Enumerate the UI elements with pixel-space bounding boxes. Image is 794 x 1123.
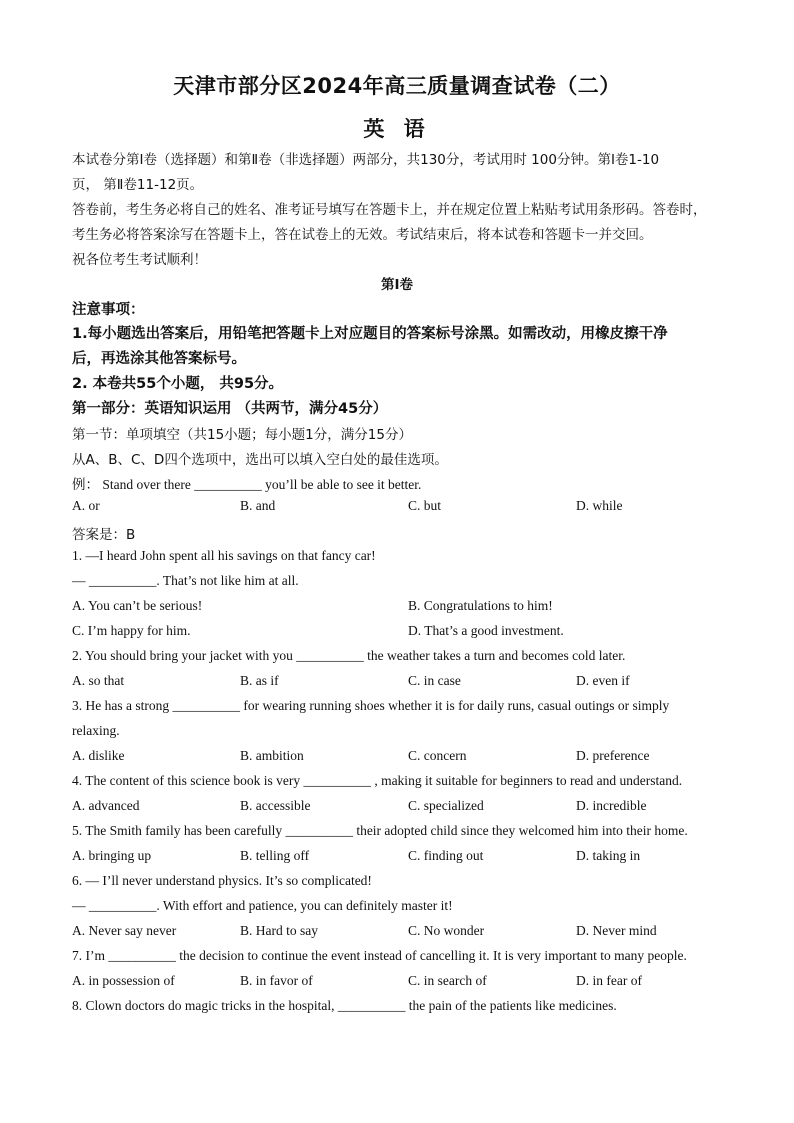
question-5-option-b: B. telling off (240, 848, 310, 863)
question-6-option-b: B. Hard to say (240, 923, 318, 938)
intro-line-4: 考生务必将答案涂写在答题卡上，答在试卷上的无效。考试结束后，将本试卷和答题卡一并交回。 (72, 227, 653, 243)
question-7-stem: 7. I’m __________ the decision to continue the event instead of cancelling it. It is very important to many people. (72, 948, 687, 963)
question-2-stem: 2. You should bring your jacket with you __________ the weather takes a turn and becomes cold later. (72, 648, 626, 663)
question-1-stem-line-1: 1. —I heard John spent all his savings on that fancy car! (72, 548, 376, 563)
example-option-c: C. but (408, 498, 442, 513)
question-6-option-d: D. Never mind (576, 923, 657, 938)
question-7-option-a: A. in possession of (72, 973, 175, 988)
question-4-option-c: C. specialized (408, 798, 484, 813)
volume-title: 第Ⅰ卷 (380, 277, 414, 293)
section1-instruction: 从A、B、C、D四个选项中，选出可以填入空白处的最佳选项。 (72, 452, 448, 468)
intro-line-3: 答卷前，考生务必将自己的姓名、准考证号填写在答题卡上，并在规定位置上粘贴考试用条形码。答卷时， (72, 202, 707, 218)
example-option-d: D. while (576, 498, 623, 513)
question-3-option-d: D. preference (576, 748, 650, 763)
question-6-option-a: A. Never say never (72, 923, 177, 938)
question-7-option-d: D. in fear of (576, 973, 642, 988)
subject-title: 英 语 (363, 117, 431, 141)
question-3-option-b: B. ambition (240, 748, 304, 763)
question-1-option-b: B. Congratulations to him! (408, 598, 553, 613)
question-3-stem-line-2: relaxing. (72, 723, 120, 738)
question-1-option-d: D. That’s a good investment. (408, 623, 564, 638)
note-2: 2. 本卷共55个小题， 共95分。 (72, 376, 284, 392)
question-5-option-c: C. finding out (408, 848, 484, 863)
question-7-option-b: B. in favor of (240, 973, 313, 988)
question-2-option-a: A. so that (72, 673, 125, 688)
notes-heading: 注意事项： (72, 302, 145, 318)
question-5-option-a: A. bringing up (72, 848, 152, 863)
question-6-option-c: C. No wonder (408, 923, 485, 938)
question-6-stem-line-2: — __________. With effort and patience, you can definitely master it! (72, 898, 453, 913)
intro-line-5: 祝各位考生考试顺利！ (72, 252, 207, 268)
question-4-option-d: D. incredible (576, 798, 647, 813)
section1-heading: 第一节：单项填空（共15小题；每小题1分，满分15分） (72, 427, 412, 443)
question-4-option-a: A. advanced (72, 798, 140, 813)
example-option-b: B. and (240, 498, 276, 513)
intro-line-2: 页， 第Ⅱ卷11-12页。 (72, 177, 204, 193)
question-6-stem-line-1: 6. — I’ll never understand physics. It’s so complicated! (72, 873, 372, 888)
question-3-option-c: C. concern (408, 748, 467, 763)
question-3-option-a: A. dislike (72, 748, 125, 763)
question-2-option-d: D. even if (576, 673, 630, 688)
part1-heading: 第一部分：英语知识运用 （共两节，满分45分） (72, 401, 388, 417)
question-7-option-c: C. in search of (408, 973, 487, 988)
example-answer: 答案是：B (72, 527, 136, 543)
question-8-stem: 8. Clown doctors do magic tricks in the hospital, __________ the pain of the patients like medicines. (72, 998, 617, 1013)
question-1-stem-line-2: — __________. That’s not like him at all. (72, 573, 299, 588)
example-option-a: A. or (72, 498, 100, 513)
question-5-option-d: D. taking in (576, 848, 641, 863)
question-1-option-c: C. I’m happy for him. (72, 623, 191, 638)
question-3-stem-line-1: 3. He has a strong __________ for wearing running shoes whether it is for daily runs, casual outings or simply (72, 698, 670, 713)
note-1-line-2: 后，再选涂其他答案标号。 (72, 351, 246, 367)
question-2-option-c: C. in case (408, 673, 461, 688)
exam-title: 天津市部分区2024年高三质量调查试卷（二） (173, 74, 621, 98)
question-1-option-a: A. You can’t be serious! (72, 598, 203, 613)
example-stem: 例： Stand over there __________ you’ll be able to see it better. (72, 477, 422, 492)
question-5-stem: 5. The Smith family has been carefully __________ their adopted child since they welcomed him into their home. (72, 823, 688, 838)
question-4-stem: 4. The content of this science book is very __________ , making it suitable for beginners to read and understand. (72, 773, 683, 788)
note-1-line-1: 1.每小题选出答案后，用铅笔把答题卡上对应题目的答案标号涂黑。如需改动，用橡皮擦干净 (72, 326, 668, 342)
question-4-option-b: B. accessible (240, 798, 311, 813)
question-2-option-b: B. as if (240, 673, 279, 688)
intro-line-1: 本试卷分第Ⅰ卷（选择题）和第Ⅱ卷（非选择题）两部分，共130分，考试用时 100分钟。第Ⅰ卷1-10 (72, 152, 660, 168)
